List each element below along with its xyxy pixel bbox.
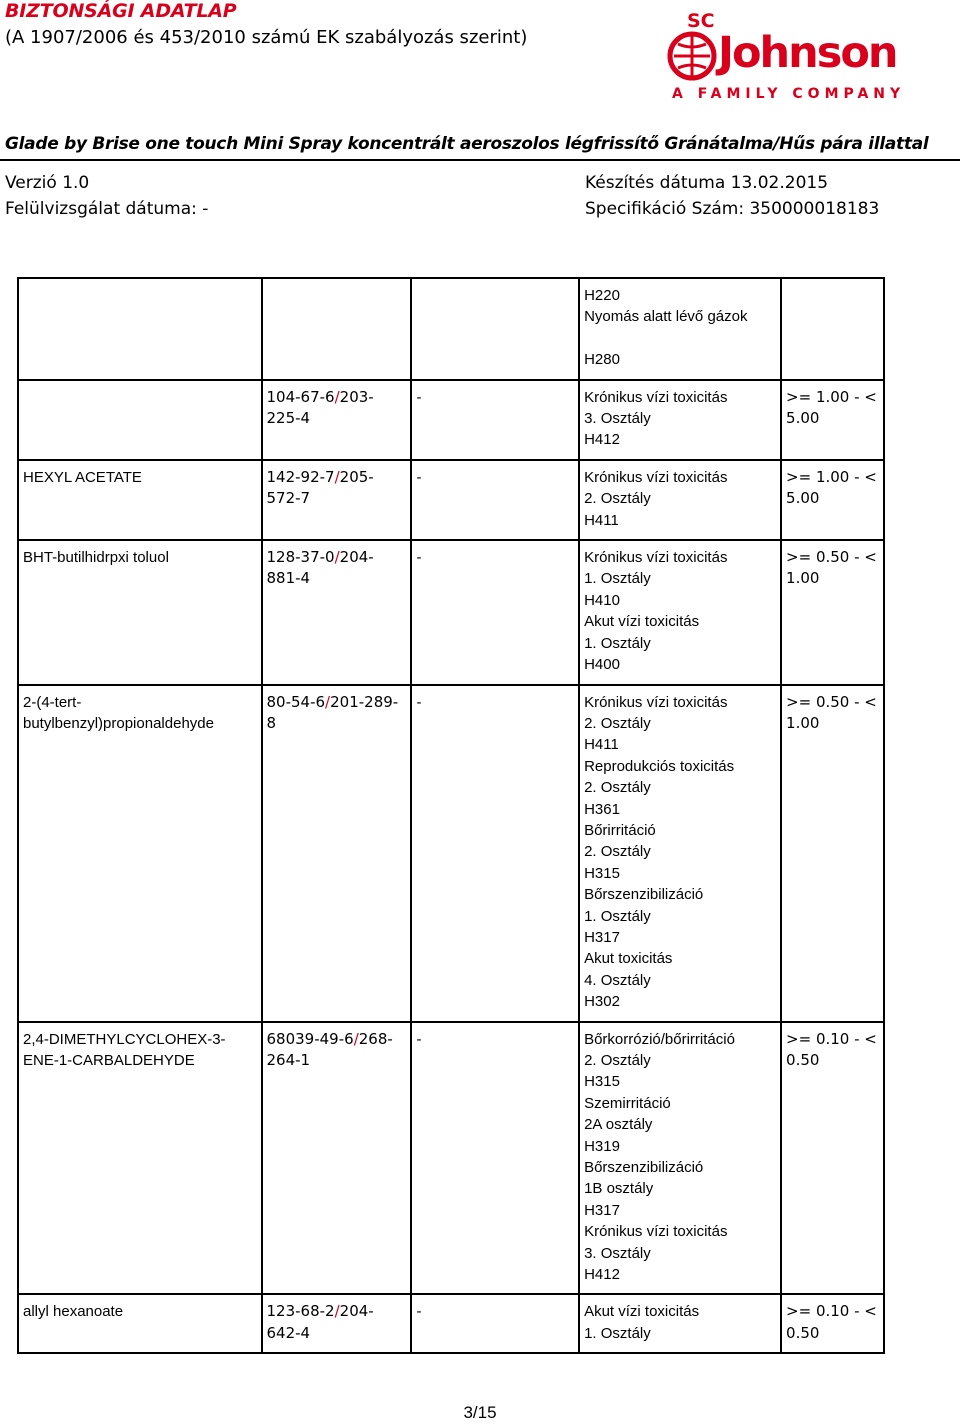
logo-tagline: A FAMILY COMPANY — [672, 86, 906, 102]
ingredient-name — [18, 380, 262, 460]
cas-separator: / — [353, 1029, 359, 1048]
classification-line: 1. Osztály — [584, 1324, 651, 1342]
classification-line: Krónikus vízi toxicitás — [584, 549, 728, 567]
ingredient-name: HEXYL ACETATE — [18, 460, 262, 540]
classification-line: H412 — [584, 1266, 620, 1284]
registration-number: - — [411, 1294, 579, 1353]
ingredients-table — [17, 277, 885, 1354]
version-label: Verzió 1.0 — [5, 173, 90, 193]
concentration: >= 0.10 - < 0.50 — [781, 1022, 884, 1295]
classification-line: Akut vízi toxicitás — [584, 613, 700, 631]
globe-icon — [666, 24, 718, 84]
classification-line: Krónikus vízi toxicitás — [584, 388, 728, 406]
spec-number-label: Specifikáció Szám: 350000018183 — [585, 199, 880, 219]
cas-number: 80-54-6 — [266, 692, 326, 711]
classification-line: Bőrszenzibilizáció — [584, 886, 704, 904]
concentration: >= 0.10 - < 0.50 — [781, 1294, 884, 1353]
classification-line: H400 — [584, 656, 620, 674]
classification-line: Bőrszenzibilizáció — [584, 1159, 704, 1177]
ec-number: 204-642-4 — [266, 1302, 374, 1342]
classification-line: H317 — [584, 928, 620, 946]
ingredient-name: 2,4-DIMETHYLCYCLOHEX-3-ENE-1-CARBALDEHYDE — [18, 1022, 262, 1295]
classification-line: 1B osztály — [584, 1180, 654, 1198]
page-number: 3/15 — [463, 1403, 497, 1422]
ingredient-name: allyl hexanoate — [18, 1294, 262, 1353]
cas-separator: / — [334, 467, 340, 486]
registration-number: - — [411, 460, 579, 540]
document-title: BIZTONSÁGI ADATLAP — [5, 0, 237, 22]
concentration — [781, 278, 884, 380]
concentration: >= 1.00 - < 5.00 — [781, 460, 884, 540]
classification-line: H361 — [584, 800, 620, 818]
classification-line — [584, 328, 776, 349]
classification-line: 4. Osztály — [584, 971, 651, 989]
created-date-label: Készítés dátuma 13.02.2015 — [585, 173, 829, 193]
classification-line: Bőrkorrózió/bőrirritáció — [584, 1030, 735, 1048]
classification-line: H411 — [584, 736, 619, 754]
classification-line: Akut toxicitás — [584, 950, 673, 968]
classification-line: Akut vízi toxicitás — [584, 1303, 700, 1321]
classification-line: Szemirritáció — [584, 1094, 671, 1112]
classification-line: 2. Osztály — [584, 1052, 651, 1069]
ingredient-name: 2-(4-tert-butylbenzyl)propionaldehyde — [18, 685, 262, 1022]
table-row — [18, 460, 884, 540]
registration-number — [411, 278, 579, 380]
ec-number: 203-225-4 — [266, 387, 374, 428]
cas-ec-number — [262, 278, 412, 380]
classification-line: 2. Osztály — [584, 490, 651, 508]
registration-number: - — [411, 685, 579, 1022]
sc-johnson-logo — [666, 10, 906, 105]
classification-line: 3. Osztály — [584, 1244, 651, 1262]
table-row — [18, 1022, 884, 1295]
table-row — [18, 685, 884, 1022]
ingredient-name: BHT-butilhidrpxi toluol — [18, 540, 262, 684]
registration-number: - — [411, 1022, 579, 1295]
ec-number: 201-289-8 — [266, 692, 399, 732]
concentration: >= 0.50 - < 1.00 — [781, 685, 884, 1022]
ec-number: 268-264-1 — [266, 1029, 393, 1069]
table-row — [18, 380, 884, 460]
cas-ec-number — [262, 1294, 412, 1353]
cas-ec-number — [262, 380, 412, 460]
classification-line: H280 — [584, 351, 620, 369]
cas-number: 68039-49-6 — [266, 1029, 354, 1048]
table-row — [18, 278, 884, 380]
classification-line: 2. Osztály — [584, 843, 651, 861]
classification-line: H411 — [584, 511, 619, 529]
review-date-label: Felülvizsgálat dátuma: - — [5, 199, 209, 219]
cas-ec-number — [262, 1022, 412, 1295]
classification-line: Krónikus vízi toxicitás — [584, 1223, 728, 1241]
classification — [579, 278, 781, 380]
cas-number: 128-37-0 — [266, 548, 335, 567]
classification — [579, 1294, 781, 1353]
concentration: >= 0.50 - < 1.00 — [781, 540, 884, 684]
classification — [579, 380, 781, 460]
classification-line: Reprodukciós toxicitás — [584, 757, 735, 775]
classification-line: 1. Osztály — [584, 570, 651, 588]
classification-line: H315 — [584, 864, 620, 882]
regulation-subtitle: (A 1907/2006 és 453/2010 számú EK szabályozás szerint) — [5, 27, 528, 48]
classification — [579, 460, 781, 540]
registration-number: - — [411, 380, 579, 460]
classification-line: 2. Osztály — [584, 779, 651, 797]
header-divider — [0, 159, 960, 161]
classification-line: 3. Osztály — [584, 410, 651, 428]
registration-number: - — [411, 540, 579, 684]
cas-separator: / — [334, 1302, 340, 1321]
table-row — [18, 540, 884, 684]
cas-ec-number — [262, 460, 412, 540]
classification-line: Nyomás alatt lévő gázok — [584, 308, 748, 326]
cas-number: 104-67-6 — [266, 387, 335, 406]
classification-line: 1. Osztály — [584, 634, 651, 652]
table-row — [18, 1294, 884, 1353]
classification — [579, 540, 781, 684]
logo-sc-text: SC — [687, 10, 715, 32]
classification-line: H412 — [584, 431, 620, 449]
cas-ec-number — [262, 685, 412, 1022]
classification-line: H315 — [584, 1073, 620, 1091]
logo-johnson-text: Johnson — [718, 28, 897, 78]
cas-separator: / — [325, 692, 331, 711]
classification-line: H410 — [584, 591, 620, 609]
ec-number: 205-572-7 — [266, 467, 374, 508]
classification-line: Krónikus vízi toxicitás — [584, 468, 728, 486]
cas-number: 123-68-2 — [266, 1302, 335, 1321]
cas-number: 142-92-7 — [266, 467, 335, 486]
concentration: >= 1.00 - < 5.00 — [781, 380, 884, 460]
ec-number: 204-881-4 — [266, 548, 374, 588]
classification-line: 2. Osztály — [584, 714, 651, 732]
classification-line: H302 — [584, 993, 620, 1011]
classification-line: Krónikus vízi toxicitás — [584, 693, 728, 711]
classification-line: 2A osztály — [584, 1116, 653, 1134]
classification-line: 1. Osztály — [584, 907, 651, 925]
product-name: Glade by Brise one touch Mini Spray koncentrált aeroszolos légfrissítő Gránátalma/Hűs pára illattal — [5, 134, 929, 154]
cas-ec-number — [262, 540, 412, 684]
cas-separator: / — [334, 387, 340, 406]
classification-line: H319 — [584, 1137, 620, 1155]
classification-line: H220 — [584, 287, 620, 304]
cas-separator: / — [334, 548, 340, 567]
classification — [579, 1022, 781, 1295]
classification-line: H317 — [584, 1201, 620, 1219]
ingredient-name — [18, 278, 262, 380]
classification — [579, 685, 781, 1022]
classification-line: Bőrirritáció — [584, 821, 656, 839]
